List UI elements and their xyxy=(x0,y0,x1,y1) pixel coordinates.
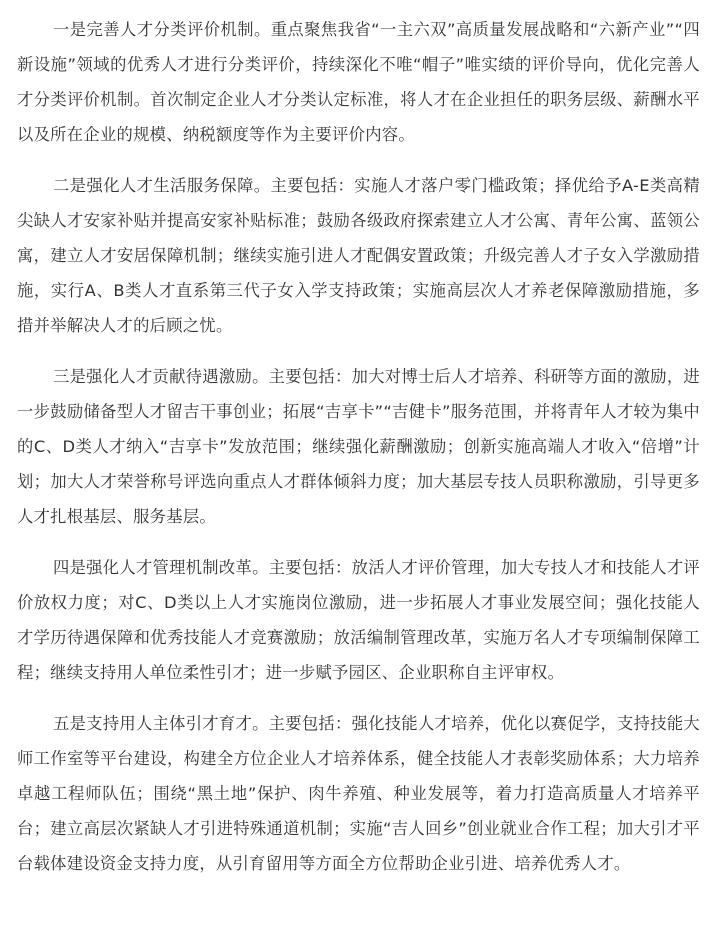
paragraph-employer-support: 五是支持用人主体引才育才。主要包括：强化技能人才培养，优化以赛促学，支持技能大师工作室等平台建设，构建全方位企业人才培养体系，健全技能人才表彰奖励体系；大力培养卓越工程师队伍；围绕“黑土地”保护、肉牛养殖、种业发展等，着力打造高质量人才培养平台；建立高层次紧缺人才引进特殊通道机制；实施“吉人回乡”创业就业合作工程；加大引才平台载体建设资金支持力度，从引育留用等方面全方位帮助企业引进、培养优秀人才。 xyxy=(17,714,700,873)
paragraph-living-services: 二是强化人才生活服务保障。主要包括：实施人才落户零门槛政策；择优给予A-E类高精尖缺人才安家补贴并提高安家补贴标准；鼓励各级政府探索建立人才公寓、青年公寓、蓝领公寓，建立人才安居保障机制；继续实施引进人才配偶安置政策；升级完善人才子女入学激励措施，实行A、B类人才直系第三代子女入学支持政策；实施高层次人才养老保障激励措施，多措并举解决人才的后顾之忧。 xyxy=(17,176,700,335)
document-body xyxy=(17,12,700,897)
paragraph-talent-classification: 一是完善人才分类评价机制。重点聚焦我省“一主六双”高质量发展战略和“六新产业”“四新设施”领域的优秀人才进行分类评价，持续深化不唯“帽子”唯实绩的评价导向，优化完善人才分类评价机制。首次制定企业人才分类认定标准，将人才在企业担任的职务层级、薪酬水平以及所在企业的规模、纳税额度等作为主要评价内容。 xyxy=(17,20,700,144)
paragraph-contribution-incentives: 三是强化人才贡献待遇激励。主要包括：加大对博士后人才培养、科研等方面的激励，进一步鼓励储备型人才留吉干事创业；拓展“吉享卡”“吉健卡”服务范围，并将青年人才较为集中的C、D类人才纳入“吉享卡”发放范围；继续强化薪酬激励；创新实施高端人才收入“倍增”计划；加大人才荣誉称号评选向重点人才群体倾斜力度；加大基层专技人员职称激励，引导更多人才扎根基层、服务基层。 xyxy=(17,367,700,526)
paragraph-management-reform: 四是强化人才管理机制改革。主要包括：放活人才评价管理，加大专技人才和技能人才评价放权力度；对C、D类以上人才实施岗位激励，进一步拓展人才事业发展空间；强化技能人才学历待遇保障和优秀技能人才竞赛激励；放活编制管理改革，实施万名人才专项编制保障工程；继续支持用人单位柔性引才；进一步赋予园区、企业职称自主评审权。 xyxy=(17,558,700,682)
